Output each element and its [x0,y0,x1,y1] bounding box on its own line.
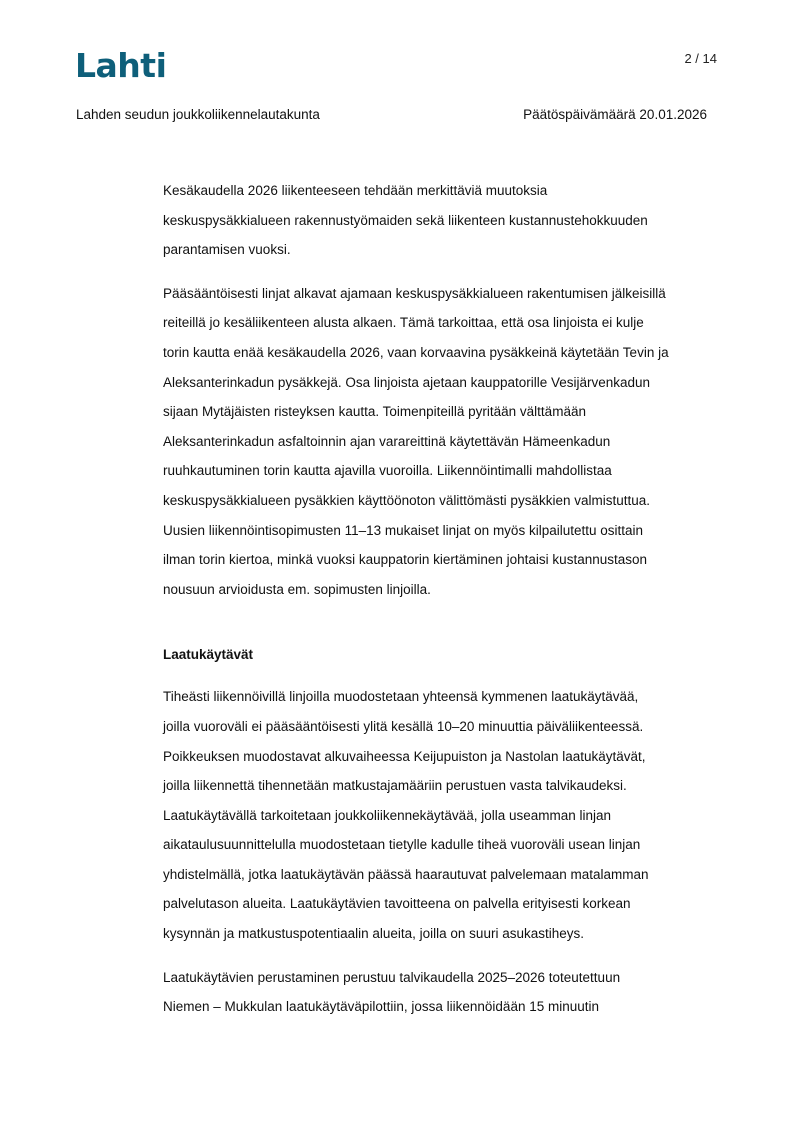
document-body [163,176,723,1036]
text-line: palvelutason alueita. Laatukäytävien tavoitteena on palvella erityisesti korkean [163,896,631,912]
page-number: 2 / 14 [684,51,717,66]
text-line: aikataulusuunnittelulla muodostetaan tietylle kadulle tiheä vuoroväli usean linjan [163,837,641,853]
text-line: Aleksanterinkadun asfaltoinnin ajan varareittinä käytettävän Hämeenkadun [163,433,611,449]
text-line: ruuhkautuminen torin kautta ajavilla vuoroilla. Liikennöintimalli mahdollistaa [163,463,612,479]
organization-name: Lahden seudun joukkoliikennelautakunta [76,107,320,122]
section-heading: Laatukäytävät [163,647,254,663]
paragraph-routes [163,279,723,605]
lahti-logo: Lahti [75,46,167,85]
text-line: Laatukäytävien perustaminen perustuu talvikaudella 2025–2026 toteutettuun [163,969,621,985]
text-line: nousuun arvioidusta em. sopimusten linjoilla. [163,581,431,597]
text-line: joilla liikennettä tihennetään matkustajamääriin perustuen vasta talvikaudeksi. [163,778,627,794]
text-line: Tiheästi liikennöivillä linjoilla muodostetaan yhteensä kymmenen laatukäytävää, [163,689,639,705]
text-line: Uusien liikennöintisopimusten 11–13 mukaiset linjat on myös kilpailutettu osittain [163,522,644,538]
text-line: kysynnän ja matkustuspotentiaalin alueita, joilla on suuri asukastiheys. [163,926,584,942]
text-line: Kesäkaudella 2026 liikenteeseen tehdään merkittäviä muutoksia [163,183,548,198]
paragraph-pilot [163,963,723,1022]
paragraph-quality-corridors [163,682,723,948]
text-line: Aleksanterinkadun pysäkkejä. Osa linjoista ajetaan kauppatorille Vesijärvenkadun [163,374,651,390]
text-line: Laatukäytävällä tarkoitetaan joukkoliikennekäytävää, jolla useamman linjan [163,807,612,823]
decision-date: Päätöspäivämäärä 20.01.2026 [523,107,707,122]
text-line: joilla vuoroväli ei pääsääntöisesti ylitä kesällä 10–20 minuuttia päiväliikenteessä. [163,718,644,734]
text-line: sijaan Mytäjäisten risteyksen kautta. Toimenpiteillä pyritään välttämään [163,404,586,420]
text-line: parantamisen vuoksi. [163,242,291,258]
text-line: yhdistelmällä, jotka laatukäytävän päässä haarautuvat palvelemaan matalamman [163,866,649,882]
text-line: Poikkeuksen muodostavat alkuvaiheessa Keijupuiston ja Nastolan laatukäytävät, [163,748,646,764]
text-line: Niemen – Mukkulan laatukäytäväpilottiin, jossa liikennöidään 15 minuutin [163,999,600,1015]
text-line: keskuspysäkkialueen rakennustyömaiden sekä liikenteen kustannustehokkuuden [163,212,648,228]
text-line: torin kautta enää kesäkaudella 2026, vaan korvaavina pysäkkeinä käytetään Tevin ja [163,344,669,360]
paragraph-intro [163,176,723,265]
text-line: keskuspysäkkialueen pysäkkien käyttöönoton välittömästi pysäkkien valmistuttua. [163,492,650,508]
text-line: reiteillä jo kesäliikenteen alusta alkaen. Tämä tarkoittaa, että osa linjoista ei kulje [163,315,644,331]
text-line: Pääsääntöisesti linjat alkavat ajamaan keskuspysäkkialueen rakentumisen jälkeisillä [163,285,666,301]
text-line: ilman torin kiertoa, minkä vuoksi kauppatorin kiertäminen johtaisi kustannustason [163,552,647,568]
